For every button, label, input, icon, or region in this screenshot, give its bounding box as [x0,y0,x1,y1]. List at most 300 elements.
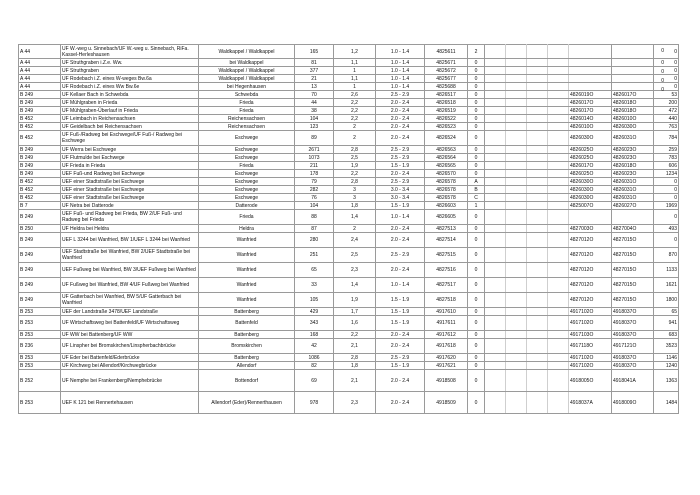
value-cell: 870 [654,248,679,263]
description-cell: UEF K 121 bei Rennertehausen [61,392,199,414]
place-cell: Wanfried [199,248,295,263]
table-row [19,278,679,293]
tail-value [658,333,664,342]
range-cell: 2.0 - 2.4 [376,331,425,339]
value-cell: 0 [654,75,679,83]
tail-value [658,269,664,285]
ref-cell-2: 4826018O [612,162,654,170]
table-row [19,75,679,83]
number-cell: 178 [295,170,334,178]
empty-cell [506,316,527,331]
number-cell: 104 [295,202,334,210]
number-cell: 82 [295,362,334,370]
empty-cell [506,154,527,162]
table-row [19,59,679,67]
ref-cell-1: 4827012O [569,263,612,278]
empty-cell [527,248,548,263]
value-cell: 0 [654,186,679,194]
tail-value [658,113,664,122]
empty-cell [527,162,548,170]
empty-cell [548,146,569,154]
place-cell: Frieda [199,99,295,107]
empty-cell [485,83,506,91]
empty-cell [485,178,506,186]
place-cell: Waldkappel / Waldkappel [199,45,295,59]
empty-cell [506,233,527,248]
part-cell: 0 [468,154,485,162]
tail-value: 0 [661,69,664,75]
ref-cell-1: 4827012O [569,233,612,248]
empty-cell [527,123,548,131]
table-row [19,123,679,131]
ref-cell-1: 4826030O [569,186,612,194]
rating-cell: 2,5 [334,248,376,263]
ref-cell-1 [569,59,612,67]
road-cell: B 249 [19,107,61,115]
empty-cell [527,202,548,210]
rating-cell: 2,3 [334,263,376,278]
description-cell: UF Mühlgraben in Frieda [61,99,199,107]
empty-cell [506,293,527,308]
value-cell: 683 [654,331,679,339]
tail-value [658,392,664,401]
empty-cell [548,339,569,354]
ref-cell-1: 4826030O [569,178,612,186]
tail-value [658,174,664,183]
ref-cell-1: 4825007O [569,202,612,210]
range-cell: 2.5 - 2.9 [376,146,425,154]
empty-cell [527,233,548,248]
empty-cell [485,339,506,354]
value-cell: 1146 [654,354,679,362]
ref-cell-2: 4827015O [612,278,654,293]
empty-cell [485,308,506,316]
ref-cell-2: 4827004O [612,225,654,233]
table-row [19,67,679,75]
value-cell: 0 [654,178,679,186]
value-cell: 1800 [654,293,679,308]
value-cell: 1363 [654,370,679,392]
part-cell: 0 [468,59,485,67]
road-cell: A 44 [19,83,61,91]
description-cell: UF Geidelbach bei Reichensachsen [61,123,199,131]
empty-cell [548,225,569,233]
number-cell: 2671 [295,146,334,154]
empty-cell [527,45,548,59]
road-cell: A 44 [19,67,61,75]
road-cell: B 249 [19,210,61,225]
empty-cell [506,83,527,91]
table-row [19,210,679,225]
place-cell: Datterode [199,202,295,210]
road-cell: B 253 [19,331,61,339]
part-cell: 0 [468,362,485,370]
id-cell: 4826519 [425,107,468,115]
range-cell: 1.0 - 1.4 [376,45,425,59]
empty-cell [548,83,569,91]
rating-cell: 1,4 [334,278,376,293]
number-cell: 69 [295,370,334,392]
table-row [19,362,679,370]
empty-cell [527,278,548,293]
empty-cell [506,392,527,414]
ref-cell-2: 4827015O [612,248,654,263]
table-row [19,331,679,339]
ref-cell-2: 4918037O [612,354,654,362]
road-cell: B 249 [19,248,61,263]
empty-cell [506,248,527,263]
id-cell: 4826523 [425,123,468,131]
empty-cell [548,170,569,178]
part-cell: 0 [468,83,485,91]
empty-cell [548,115,569,123]
empty-cell [527,293,548,308]
ref-cell-1: 4918037A [569,392,612,414]
value-cell: 440 [654,115,679,123]
empty-cell [485,370,506,392]
value-cell: 1240 [654,362,679,370]
range-cell: 1.5 - 1.9 [376,362,425,370]
ref-cell-1: 4917103O [569,331,612,339]
empty-cell [506,370,527,392]
empty-cell [485,225,506,233]
part-cell: 0 [468,331,485,339]
description-cell: UF Rodebach i.Z. eines Ww Bw.6e [61,83,199,91]
range-cell: 3.0 - 3.4 [376,194,425,202]
place-cell: Allendorf [199,362,295,370]
empty-cell [548,293,569,308]
rating-cell: 2,2 [334,170,376,178]
id-cell: 4917618 [425,339,468,354]
empty-cell [548,194,569,202]
ref-cell-2: 4826031O [612,178,654,186]
part-cell: 0 [468,99,485,107]
tail-value [658,95,664,104]
description-cell: UF Kirchweg bei Allendorf/Kirchwegbrücke [61,362,199,370]
ref-cell-1: 4827003O [569,225,612,233]
range-cell: 1.5 - 1.9 [376,316,425,331]
id-cell: 4826603 [425,202,468,210]
rating-cell: 2,2 [334,99,376,107]
table-row [19,154,679,162]
place-cell: Heldra [199,225,295,233]
ref-cell-2: 4826023O [612,146,654,154]
rating-cell: 2,2 [334,331,376,339]
ref-cell-1: 4826019O [569,91,612,99]
description-cell: UF Heldra bei Heldra [61,225,199,233]
empty-cell [485,202,506,210]
empty-cell [527,107,548,115]
description-cell: UF Netra bei Datterode [61,202,199,210]
range-cell: 2.0 - 2.4 [376,370,425,392]
empty-cell [506,75,527,83]
range-cell: 2.0 - 2.4 [376,99,425,107]
range-cell: 1.5 - 1.9 [376,162,425,170]
table-row [19,392,679,414]
rating-cell: 1,1 [334,59,376,67]
range-cell: 2.5 - 2.9 [376,178,425,186]
number-cell: 89 [295,131,334,146]
empty-cell [506,146,527,154]
number-cell: 21 [295,75,334,83]
empty-cell [485,194,506,202]
ref-cell-2: 4826030O [612,123,654,131]
empty-cell [548,248,569,263]
table-row [19,131,679,146]
empty-cell [485,263,506,278]
empty-cell [548,131,569,146]
empty-cell [527,115,548,123]
road-cell: B 236 [19,339,61,354]
empty-cell [506,210,527,225]
tail-value [658,383,664,392]
table-row [19,225,679,233]
empty-cell [485,91,506,99]
road-cell: B 452 [19,194,61,202]
number-cell: 123 [295,123,334,131]
place-cell: Eschwege [199,170,295,178]
tail-value [658,183,664,192]
empty-cell [506,170,527,178]
table-body [19,45,679,414]
table-row [19,91,679,99]
empty-cell [506,107,527,115]
number-cell: 81 [295,59,334,67]
road-cell: B 253 [19,308,61,316]
range-cell: 2.0 - 2.4 [376,131,425,146]
range-cell: 2.0 - 2.4 [376,107,425,115]
value-cell: 0 [654,210,679,225]
description-cell: UF Eder bei Battenfeld/Ederbrücke [61,354,199,362]
value-cell: 259 [654,146,679,154]
range-cell: 2.0 - 2.4 [376,263,425,278]
value-cell: 1234 [654,170,679,178]
table-row [19,370,679,392]
part-cell: 0 [468,67,485,75]
empty-cell [485,123,506,131]
id-cell: 4825671 [425,59,468,67]
empty-cell [527,354,548,362]
empty-cell [506,263,527,278]
rating-cell: 1,9 [334,293,376,308]
table-row [19,354,679,362]
range-cell: 1.0 - 1.4 [376,59,425,67]
description-cell: UF Mühlgraben-Überlauf in Frieda [61,107,199,115]
place-cell: Waldkappel / Waldkappel [199,67,295,75]
ref-cell-1 [569,45,612,59]
table-row [19,339,679,354]
road-cell: B 452 [19,123,61,131]
range-cell: 2.0 - 2.4 [376,339,425,354]
tail-value [658,285,664,301]
number-cell: 33 [295,278,334,293]
value-cell: 200 [654,99,679,107]
ref-cell-2 [612,67,654,75]
road-cell: A 44 [19,59,61,67]
part-cell: A [468,178,485,186]
rating-cell: 2 [334,131,376,146]
empty-cell [506,354,527,362]
range-cell: 1.0 - 1.4 [376,210,425,225]
empty-cell [506,362,527,370]
empty-cell [548,178,569,186]
value-cell: 65 [654,308,679,316]
description-cell: UF WW bei Battenberg/UF WW [61,331,199,339]
empty-cell [485,170,506,178]
table-row [19,170,679,178]
part-cell: 0 [468,392,485,414]
ref-cell-2: 4826010O [612,115,654,123]
empty-cell [527,131,548,146]
road-cell: B 452 [19,131,61,146]
id-cell: 4827518 [425,293,468,308]
empty-cell [506,91,527,99]
number-cell: 343 [295,316,334,331]
value-cell: 0 [654,59,679,67]
empty-cell [527,83,548,91]
road-cell: B 249 [19,278,61,293]
id-cell: 4826565 [425,162,468,170]
ref-cell-1: 4918005O [569,370,612,392]
place-cell: Battenberg [199,331,295,339]
range-cell: 2.5 - 2.9 [376,354,425,362]
number-cell: 13 [295,83,334,91]
id-cell: 4826578 [425,186,468,194]
empty-cell [527,362,548,370]
empty-cell [485,75,506,83]
ref-cell-2: 4827015O [612,263,654,278]
empty-cell [548,59,569,67]
empty-cell [527,194,548,202]
tail-value: 0 [661,87,664,93]
table-row [19,115,679,123]
range-cell: 2.5 - 2.9 [376,248,425,263]
tail-value [658,424,664,447]
road-cell: B 249 [19,162,61,170]
empty-cell [485,131,506,146]
value-cell: 0 [654,233,679,248]
empty-cell [527,178,548,186]
ref-cell-1: 4826025O [569,170,612,178]
empty-cell [485,316,506,331]
empty-cell [527,186,548,194]
table-row [19,83,679,91]
place-cell: Schwebda [199,91,295,99]
empty-cell [485,186,506,194]
place-cell: Wanfried [199,233,295,248]
range-cell: 3.0 - 3.4 [376,186,425,194]
table-row [19,146,679,154]
ref-cell-2: 4918037O [612,331,654,339]
table-row [19,293,679,308]
place-cell: Eschwege [199,131,295,146]
empty-cell [527,308,548,316]
empty-cell [485,107,506,115]
road-cell: B 452 [19,186,61,194]
value-cell: 941 [654,316,679,331]
empty-cell [485,99,506,107]
tail-value [658,156,664,165]
number-cell: 377 [295,67,334,75]
empty-cell [527,263,548,278]
empty-cell [527,154,548,162]
ref-cell-1: 4917102O [569,308,612,316]
part-cell: 0 [468,316,485,331]
description-cell: UF Leimbach in Reichensachsen [61,115,199,123]
rating-cell: 2,2 [334,107,376,115]
description-cell: UF Wirtschaftsweg bei Battenfeld/UF Wirtschaftsweg [61,316,199,331]
description-cell: UF Fuß-/Radweg bei Eschwege/UF Fuß-/ Radweg bei Eschwege [61,131,199,146]
table-row [19,194,679,202]
bridge-data-table [18,44,679,414]
tail-value [658,253,664,269]
range-cell: 2.5 - 2.9 [376,91,425,99]
part-cell: 0 [468,75,485,83]
place-cell: Wanfried [199,278,295,293]
empty-cell [506,308,527,316]
tail-value [658,210,664,219]
description-cell: UF Fußweg bei Wanfried, BW 4/UF Fußweg bei Wanfried [61,278,199,293]
rating-cell: 1 [334,67,376,75]
ref-cell-2: 4826031O [612,131,654,146]
id-cell: 4825672 [425,67,468,75]
ref-cell-1: 4917102O [569,354,612,362]
road-cell: B 7 [19,202,61,210]
road-cell: B 249 [19,233,61,248]
ref-cell-1: 4826017O [569,99,612,107]
description-cell: UEF einer Stadtstraße bei Eschwege [61,178,199,186]
empty-cell [527,392,548,414]
ref-cell-1 [569,67,612,75]
number-cell: 42 [295,339,334,354]
road-cell: B 249 [19,170,61,178]
empty-cell [527,67,548,75]
road-cell: A 44 [19,75,61,83]
place-cell: bei Waldkappel [199,59,295,67]
place-cell: Wanfried [199,293,295,308]
empty-cell [548,210,569,225]
place-cell: Battenberg [199,308,295,316]
tail-value [658,228,664,244]
id-cell: 4917612 [425,331,468,339]
range-cell: 1.0 - 1.4 [376,278,425,293]
ref-cell-2: 4918037O [612,362,654,370]
range-cell: 1.5 - 1.9 [376,293,425,308]
empty-cell [485,45,506,59]
id-cell: 4918509 [425,392,468,414]
empty-cell [548,162,569,170]
empty-cell [485,293,506,308]
part-cell: 0 [468,354,485,362]
table-row [19,178,679,186]
place-cell: bei Hegenhausen [199,83,295,91]
part-cell: 0 [468,210,485,225]
place-cell: Bromskirchen [199,339,295,354]
description-cell: UEF Fußweg bei Wanfried, BW 3/UEF Fußweg bei Wanfried [61,263,199,278]
empty-cell [506,45,527,59]
place-cell: Wanfried [199,263,295,278]
tail-value: 0 [661,60,664,66]
road-cell: B 252 [19,370,61,392]
tail-value: 0 [661,78,664,84]
part-cell: B [468,186,485,194]
id-cell: 4826522 [425,115,468,123]
place-cell: Frieda [199,210,295,225]
empty-cell [506,186,527,194]
empty-cell [527,331,548,339]
number-cell: 104 [295,115,334,123]
empty-cell [548,362,569,370]
